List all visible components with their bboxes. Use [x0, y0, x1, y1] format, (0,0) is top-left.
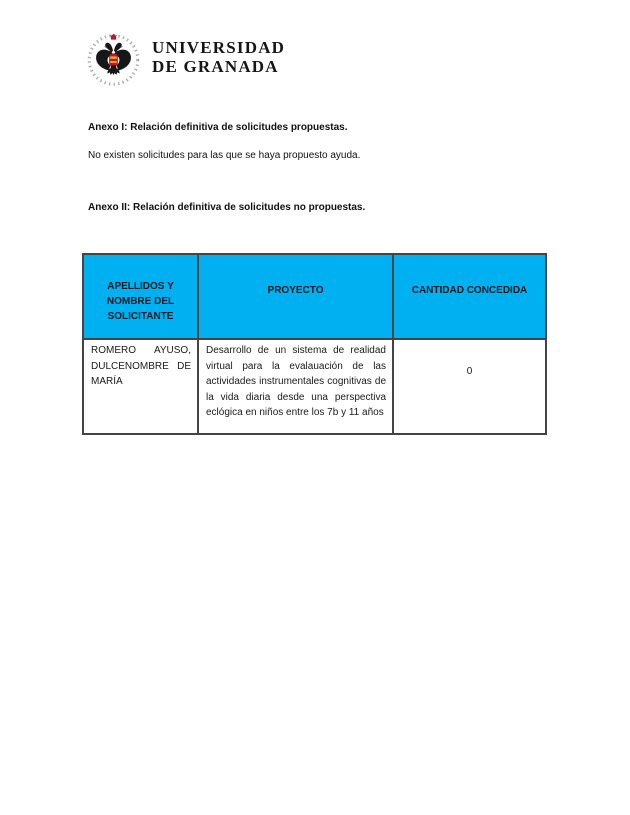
- anexo-ii-heading: Anexo II: Relación definitiva de solicitudes no propuestas.: [88, 202, 366, 213]
- anexo-i-body: No existen solicitudes para las que se haya propuesto ayuda.: [88, 150, 361, 161]
- cell-proyecto: Desarrollo de un sistema de realidad virtual para la evalauación de las actividades instrumentales cognitivas de la vida diaria desde una perspectiva eclógica en niños entre los 7b y 11 años: [198, 339, 393, 434]
- ugr-logo: [86, 30, 285, 88]
- ugr-logo-line1: UNIVERSIDAD: [152, 38, 286, 57]
- solicitudes-table: [82, 253, 547, 435]
- ugr-logo-wordmark: [152, 38, 285, 76]
- ugr-crest-icon: [86, 30, 141, 88]
- table-header-row: [83, 254, 546, 339]
- header-apellidos-nombre: APELLIDOS Y NOMBRE DEL SOLICITANTE: [83, 254, 198, 339]
- table-row: [83, 339, 546, 434]
- ugr-logo-line2: DE GRANADA: [152, 57, 279, 76]
- cell-solicitante: ROMERO AYUSO, DULCENOMBRE DE MARÍA: [83, 339, 198, 434]
- cell-cantidad: 0: [393, 339, 546, 434]
- anexo-i-heading: Anexo I: Relación definitiva de solicitudes propuestas.: [88, 122, 348, 133]
- header-proyecto: PROYECTO: [198, 254, 393, 339]
- header-cantidad-concedida: CANTIDAD CONCEDIDA: [393, 254, 546, 339]
